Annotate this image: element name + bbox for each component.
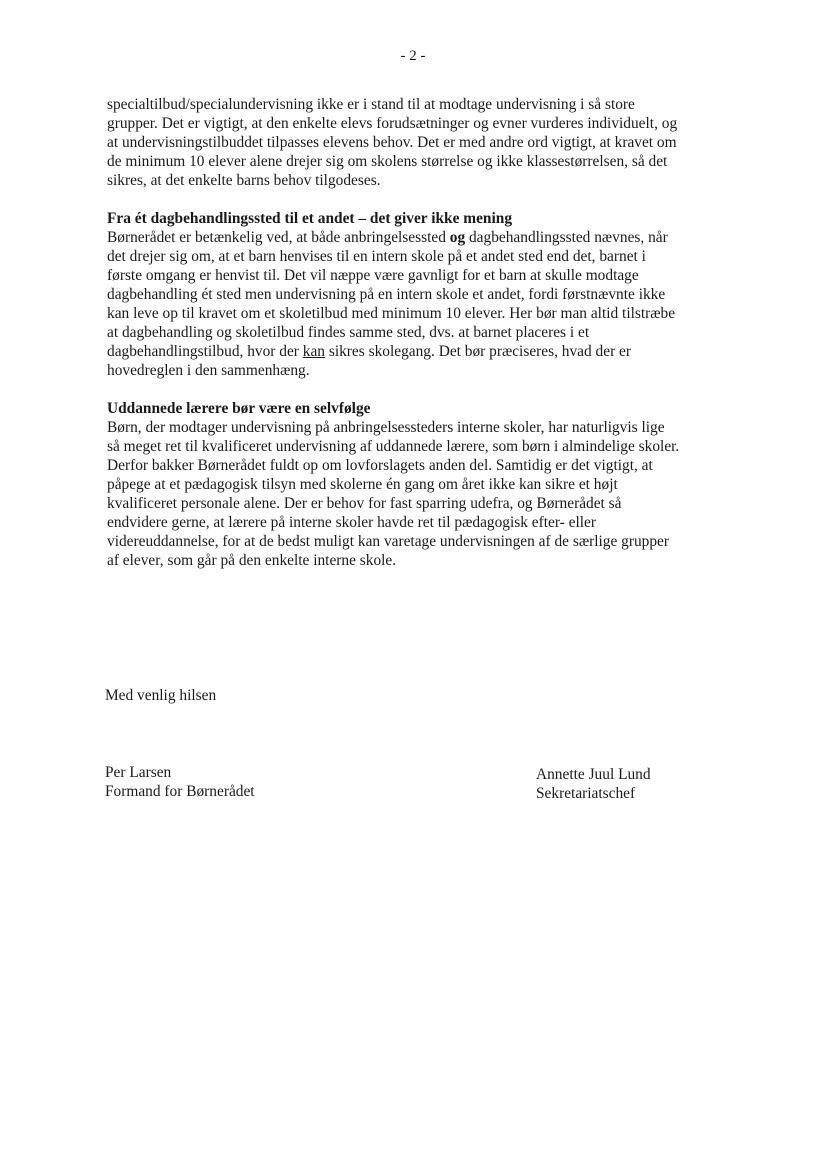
- emphasis-underline: kan: [302, 343, 325, 360]
- signature-title: Sekretariatschef: [536, 785, 636, 802]
- page-number: - 2 -: [400, 48, 426, 64]
- signature-right: [536, 765, 651, 803]
- paragraph-text-part: sikres skolegang. Det bør præciseres, hvad der er hovedreglen i den sammenhæng.: [107, 343, 632, 379]
- letter-body: [107, 95, 681, 570]
- paragraph-text-part: dagbehandlingssted nævnes, når det drejer sig om, at et barn henvises til en intern skole på et andet sted end det, barnet i første omgang er henvist til. Det vil næppe være gavnligt for et barn at skulle modtage dagbehandling ét sted men undervisning på en intern skole et andet, fordi førstnævnte ikke kan leve op til kravet om et skoletilbud med minimum 10 elever. Her bør man altid tilstræbe at dagbehandling og skoletilbud findes samme sted, dvs. at barnet placeres i et dagbehandlingstilbud, hvor der: [107, 229, 676, 360]
- section-paragraph-dagbehandling: [107, 228, 681, 380]
- section-paragraph-laerere: Børn, der modtager undervisning på anbringelsessteders interne skoler, har naturligvis lige så meget ret til kvalificeret undervisning af uddannede lærere, som børn i almindelige skoler. Derfor bakker Børnerådet fuldt op om lovforslagets anden del. Samtidig er det vigtigt, at påpege at et pædagogisk tilsyn med skolerne én gang om året ikke kan sikre et højt kvalificeret personale alene. Der er behov for fast sparring udefra, og Børnerådet så endvidere gerne, at lærere på interne skoler havde ret til pædagogisk efter- eller videreuddannelse, for at de bedst muligt kan varetage undervisningen af de særlige grupper af elever, som går på den enkelte interne skole.: [107, 419, 680, 569]
- section-laerere: [107, 399, 681, 570]
- closing-greeting: Med venlig hilsen: [105, 687, 217, 704]
- intro-paragraph: specialtilbud/specialundervisning ikke er i stand til at modtage undervisning i så store grupper. Det er vigtigt, at den enkelte elevs forudsætninger og evner vurderes individuelt, og at undervisningstilbuddet tilpasses elevens behov. Det er med andre ord vigtigt, at kravet om de minimum 10 elever alene drejer sig om skolens størrelse og ikke klassestørrelsen, så det sikres, at det enkelte barns behov tilgodeses.: [107, 96, 678, 189]
- paragraph-text-part: Børnerådet er betænkelig ved, at både anbringelsessted: [107, 229, 450, 246]
- emphasis-bold: og: [449, 229, 466, 246]
- signature-name: Annette Juul Lund: [536, 766, 651, 783]
- section-heading-dagbehandling: Fra ét dagbehandlingssted til et andet – det giver ikke mening: [107, 210, 513, 227]
- signature-title: Formand for Børnerådet: [105, 783, 255, 800]
- section-heading-laerere: Uddannede lærere bør være en selvfølge: [107, 400, 371, 417]
- signature-name: Per Larsen: [105, 764, 172, 781]
- signature-left: [105, 763, 255, 801]
- section-dagbehandling: [107, 209, 681, 380]
